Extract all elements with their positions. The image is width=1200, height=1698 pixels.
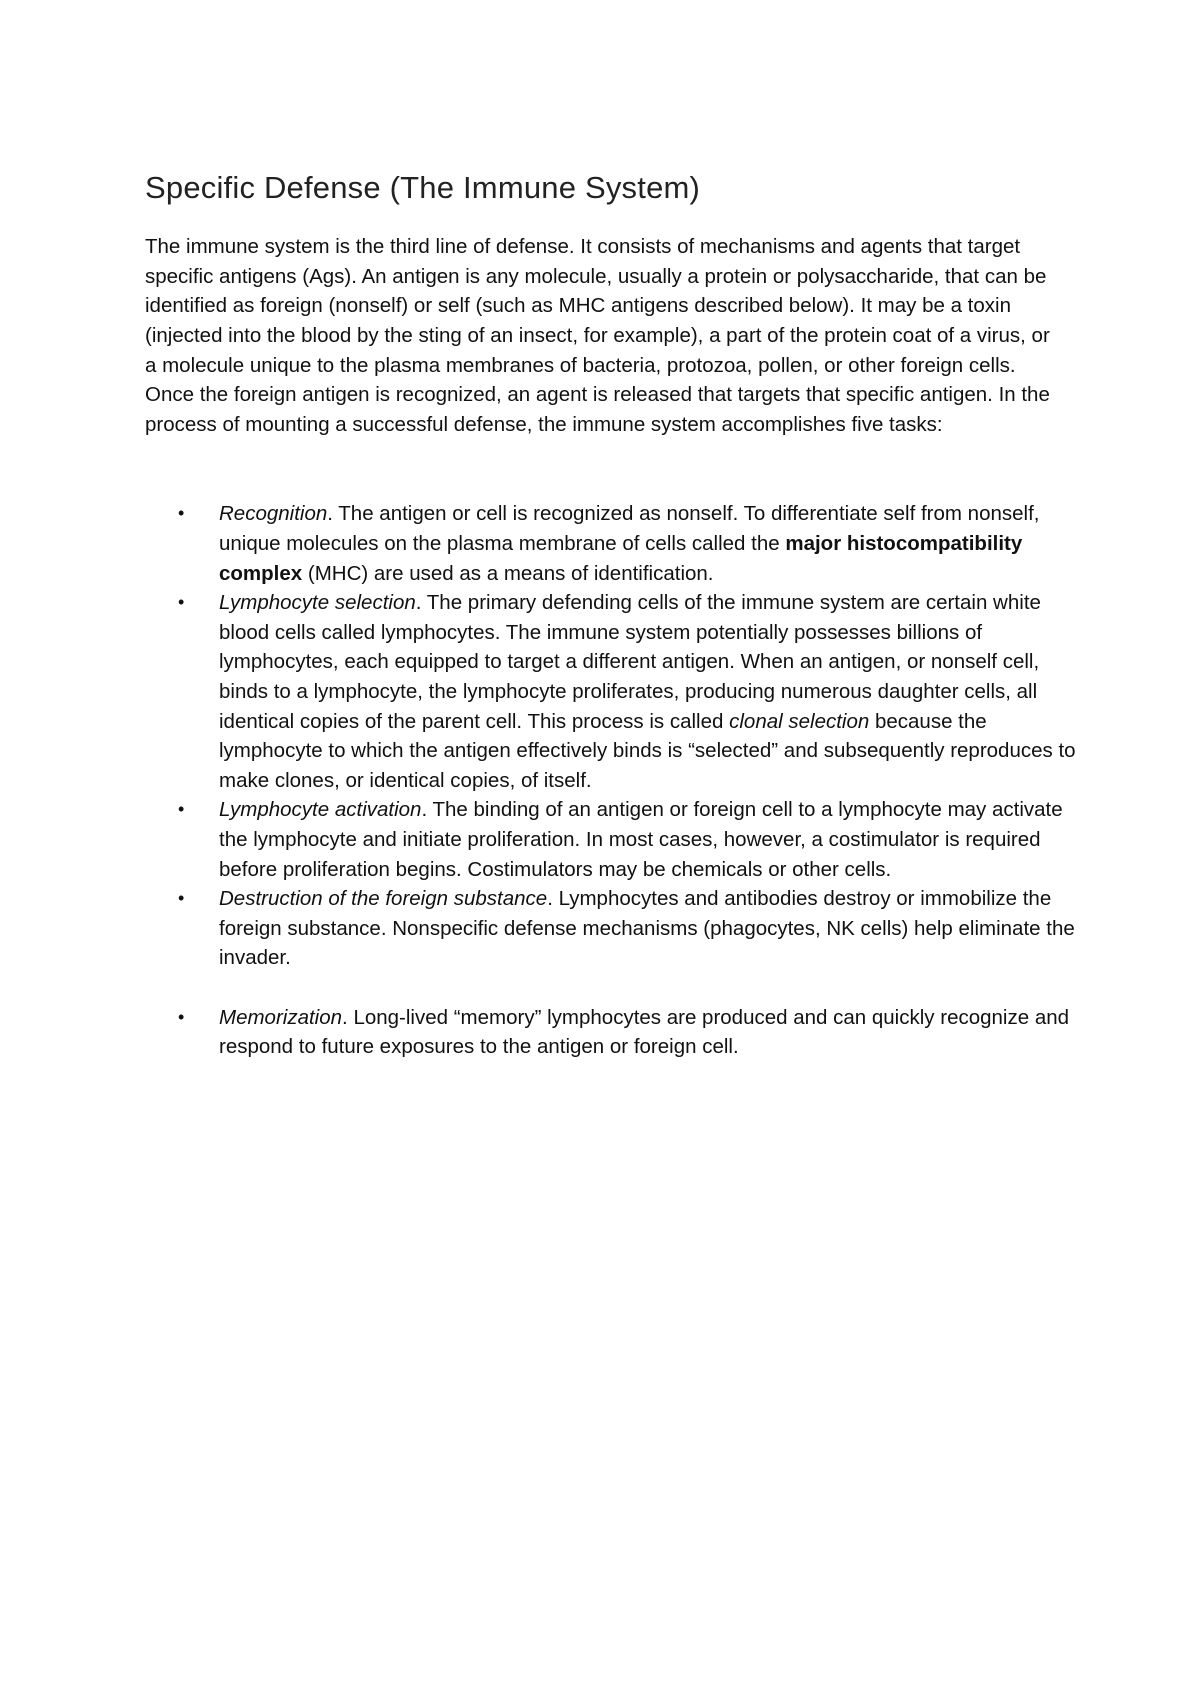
bullet-icon: • bbox=[178, 888, 185, 909]
task-term: Lymphocyte selection bbox=[219, 591, 416, 615]
list-item bbox=[145, 795, 1080, 884]
task-term: Recognition bbox=[219, 502, 328, 526]
list-item bbox=[145, 1003, 1080, 1062]
task-text: . The binding of an antigen or foreign cell to a lymphocyte may activate the lymphocyte and initiate proliferation. In most cases, however, a costimulator is required before proliferation begins. Costimulators may be chemicals or other cells. bbox=[219, 798, 1063, 881]
task-text: . Lymphocytes and antibodies destroy or immobilize the foreign substance. Nonspecific defense mechanisms (phagocytes, NK cells) help eliminate the invader. bbox=[219, 887, 1075, 970]
intro-paragraph: The immune system is the third line of defense. It consists of mechanisms and agents that target specific antigens (Ags). An antigen is any molecule, usually a protein or polysaccharide, that can be identified as foreign (nonself) or self (such as MHC antigens described below). It may be a toxin (injected into the blood by the sting of an insect, for example), a part of the protein coat of a virus, or a molecule unique to the plasma membranes of bacteria, protozoa, pollen, or other foreign cells. Once the foreign antigen is recognized, an agent is released that targets that specific antigen. In the process of mounting a successful defense, the immune system accomplishes five tasks: bbox=[145, 235, 1050, 436]
task-term: Destruction of the foreign substance bbox=[219, 887, 548, 911]
task-term: Lymphocyte activation bbox=[219, 798, 422, 822]
task-text: (MHC) are used as a means of identification. bbox=[302, 561, 714, 585]
task-italic-term: clonal selection bbox=[729, 709, 870, 733]
task-text: . Long-lived “memory” lymphocytes are produced and can quickly recognize and respond to future exposures to the antigen or foreign cell. bbox=[219, 1005, 1070, 1059]
task-term: Memorization bbox=[219, 1005, 343, 1029]
bullet-icon: • bbox=[178, 503, 185, 524]
document-page bbox=[145, 168, 1080, 1062]
bullet-icon: • bbox=[178, 592, 185, 613]
bullet-icon: • bbox=[178, 799, 185, 820]
task-bold-term: major histocompatibility complex bbox=[219, 532, 1023, 585]
list-item bbox=[145, 499, 1080, 588]
bullet-icon: • bbox=[178, 1006, 185, 1027]
task-text: because the lymphocyte to which the antigen effectively binds is “selected” and subsequently reproduces to make clones, or identical copies, of itself. bbox=[219, 709, 1076, 792]
tasks-list bbox=[145, 499, 1080, 1061]
page-title: Specific Defense (The Immune System) bbox=[145, 170, 701, 205]
list-item bbox=[145, 588, 1080, 795]
task-text: . The primary defending cells of the immune system are certain white blood cells called lymphocytes. The immune system potentially possesses billions of lymphocytes, each equipped to target a different antigen. When an antigen, or nonself cell, binds to a lymphocyte, the lymphocyte proliferates, producing numerous daughter cells, all identical copies of the parent cell. This process is called bbox=[219, 591, 1041, 733]
list-item bbox=[145, 884, 1080, 973]
task-text: . The antigen or cell is recognized as nonself. To differentiate self from nonself, unique molecules on the plasma membrane of cells called the bbox=[219, 502, 1040, 556]
